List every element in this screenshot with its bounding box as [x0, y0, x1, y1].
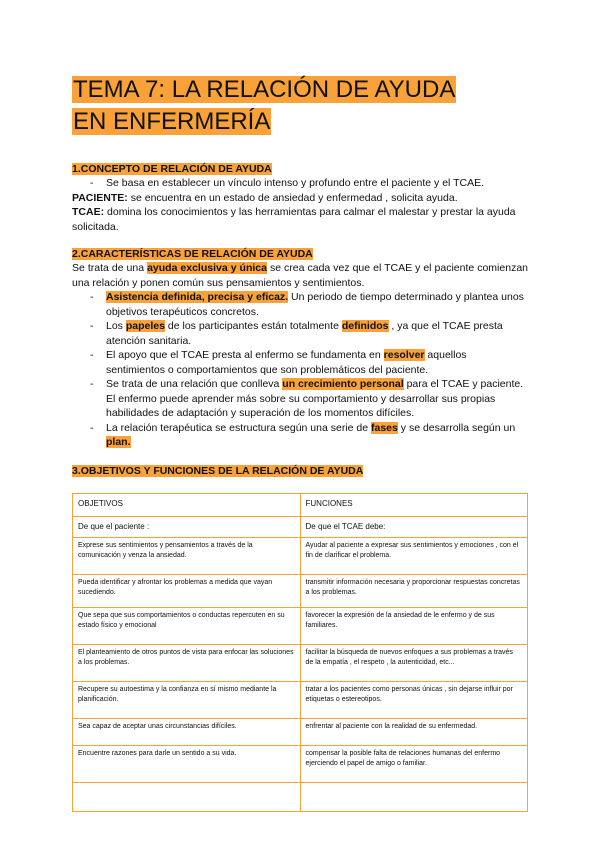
section-2-heading: 2.CARACTERÍSTICAS DE RELACIÓN DE AYUDA	[72, 248, 313, 260]
section-3-heading: 3.OBJETIVOS Y FUNCIONES DE LA RELACIÓN DE AYUDA	[72, 464, 364, 477]
table-row	[73, 745, 528, 782]
funcion-cell: Ayudar al paciente a expresar sus sentimientos y emociones , con el fin de clarificar el problema.	[300, 537, 528, 574]
objetivo-cell: Sea capaz de aceptar unas circunstancias difíciles.	[73, 718, 301, 745]
section-2-intro: Se trata de una ayuda exclusiva y única se crea cada vez que el TCAE y el paciente comienzan una relación y ponen común sus pensamientos y sentimientos.	[72, 262, 528, 289]
objetivo-cell: Encuentre razones para darle un sentido a su vida.	[73, 745, 301, 782]
document-page	[72, 74, 528, 812]
table-subheader-paciente: De que el paciente :	[73, 516, 301, 537]
objetivo-cell: Pueda identificar y afrontar los problemas a medida que vayan sucediendo.	[73, 574, 301, 607]
table-row	[73, 574, 528, 607]
section-1-heading: 1.CONCEPTO DE RELACIÓN DE AYUDA	[72, 163, 272, 175]
title-line-1: TEMA 7: LA RELACIÓN DE AYUDA	[73, 76, 456, 103]
funcion-cell: tratar a los pacientes como personas únicas , sin dejarse influir por etiquetas o estereotipos.	[300, 681, 528, 718]
objetivo-cell: Recupere su autoestima y la confianza en sí mismo mediante la planificación.	[73, 681, 301, 718]
funcion-cell: facilitar la búsqueda de nuevos enfoques a sus problemas a través de la empatía , el respeto , la autenticidad, etc...	[300, 644, 528, 681]
funcion-cell	[300, 782, 528, 811]
objetivo-cell: Que sepa que sus comportamientos o conductas repercuten en su estado físico y emocional	[73, 607, 301, 644]
section-2-bullet-4: - Se trata de una relación que conlleva un crecimiento personal para el TCAE y paciente. El enfermo puede aprender más sobre su comportamiento y desarrollar sus propias habilidades de adaptación y superación de los momentos difíciles.	[72, 377, 528, 421]
table-row	[73, 644, 528, 681]
section-1-list	[72, 176, 528, 191]
table-subheader-tcae: De que el TCAE debe:	[300, 516, 528, 537]
document-title	[72, 74, 528, 138]
section-2-bullet-5: - La relación terapéutica se estructura según una serie de fases y se desarrolla según un plan.	[72, 421, 528, 450]
section-2-list	[72, 290, 528, 450]
tcae-definition: TCAE: domina los conocimientos y las herramientas para calmar el malestar y prestar la ayuda solicitada.	[72, 206, 516, 233]
funcion-cell: transmitir información necesaria y proporcionar respuestas concretas a los problemas.	[300, 574, 528, 607]
funcion-cell: enfrentar al paciente con la realidad de su enfermedad.	[300, 718, 528, 745]
objectives-functions-table	[72, 493, 528, 812]
objetivo-cell	[73, 782, 301, 811]
table-row	[73, 718, 528, 745]
section-2-bullet-2: - Los papeles de los participantes están totalmente definidos , ya que el TCAE presta atención sanitaria.	[72, 319, 528, 348]
section-1-bullet: - Se basa en establecer un vínculo intenso y profundo entre el paciente y el TCAE.	[72, 176, 528, 191]
section-2-bullet-3: - El apoyo que el TCAE presta al enfermo se fundamenta en resolver aquellos sentimientos o comportamientos que son problemáticos del paciente.	[72, 348, 528, 377]
funcion-cell: compensar la posible falta de relaciones humanas del enfermo ejerciendo el papel de amigo o familiar.	[300, 745, 528, 782]
table-body	[73, 537, 528, 811]
table-row	[73, 607, 528, 644]
table-row	[73, 537, 528, 574]
table-row	[73, 681, 528, 718]
funcion-cell: favorecer la expresión de la ansiedad de le enfermo y de sus familiares.	[300, 607, 528, 644]
table-row	[73, 782, 528, 811]
objetivo-cell: El planteamiento de otros puntos de vista para enfocar las soluciones a los problemas.	[73, 644, 301, 681]
paciente-definition: PACIENTE: se encuentra en un estado de ansiedad y enfermedad , solicita ayuda.	[72, 191, 458, 204]
objetivo-cell: Exprese sus sentimientos y pensamientos a través de la comunicación y venza la ansiedad.	[73, 537, 301, 574]
section-2-bullet-1: - Asistencia definida, precisa y eficaz. Un periodo de tiempo determinado y plantea unos objetivos terapéuticos concretos.	[72, 290, 528, 319]
table-header-objetivos: OBJETIVOS	[73, 493, 301, 516]
table-header-funciones: FUNCIONES	[300, 493, 528, 516]
title-line-2: EN ENFERMERÍA	[73, 108, 271, 135]
